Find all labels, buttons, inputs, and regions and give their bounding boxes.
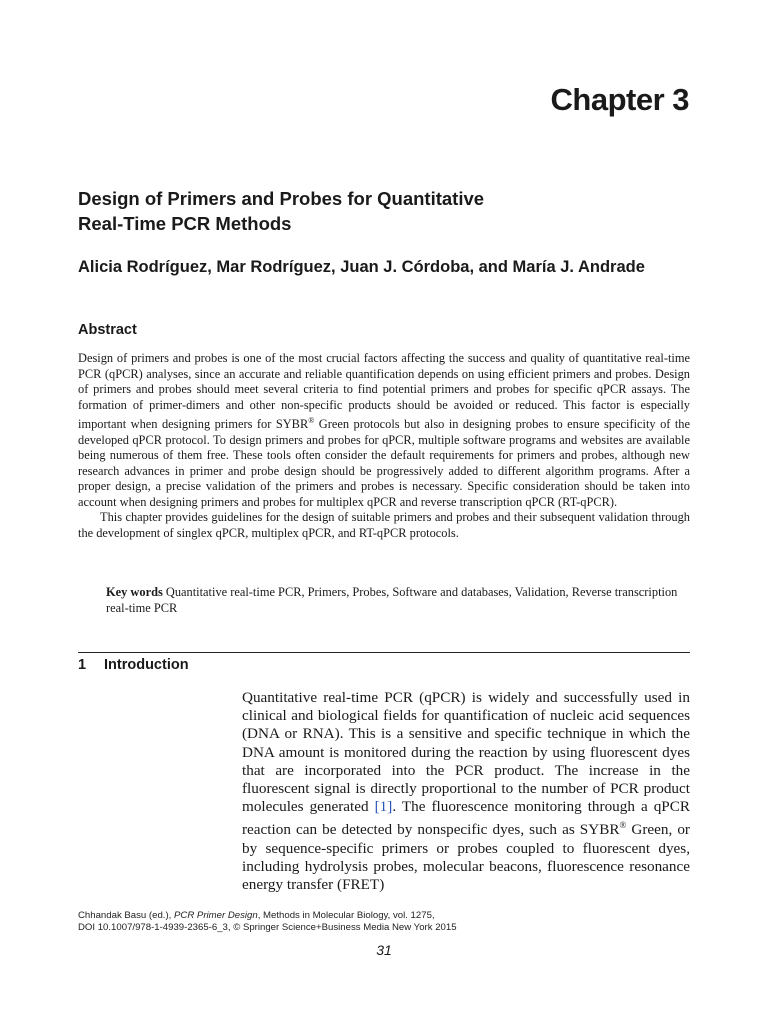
title-line: Real-Time PCR Methods: [78, 213, 292, 234]
abstract-text: Green protocols but also in designing probes to ensure specificity of the developed qPCR protocol. To design primers and probes for qPCR, multiple software programs and websites are available being numerous of them free. These tools often consider the default requirements for primers and probes, although new research advances in primer and probe design should be progressively added to different algorithm programs. After a proper design, a precise validation of the primers and probes is necessary. Specific consideration should be taken into account when designing primers and probes for multiplex qPCR and reverse transcription qPCR (RT-qPCR).: [78, 417, 690, 509]
abstract-heading: Abstract: [78, 322, 137, 338]
abstract-body: [78, 351, 690, 541]
intro-text: . The fluorescence monitoring through a qPCR reaction can be detected by nonspecific dyes, such as SYBR: [242, 798, 690, 839]
intro-paragraph: [242, 689, 690, 894]
section-number: 1: [78, 657, 87, 673]
registered-mark: ®: [308, 416, 315, 425]
section-divider: [78, 652, 690, 653]
page-number: 31: [376, 942, 392, 958]
footer-line: [78, 910, 698, 922]
intro-text: Green, or by sequence-specific primers or probes coupled to fluorescent dyes, including hydrolysis probes, molecular beacons, fluorescence resonance energy transfer (FRET): [242, 821, 690, 894]
registered-mark: ®: [619, 820, 627, 831]
abstract-text: Design of primers and probes is one of the most crucial factors affecting the success and quality of quantitative real-time PCR (qPCR) analyses, since an accurate and reliable quantification depends on using efficient primers and probes. Design of primers and probes should meet several criteria to find potential primers and probes for specific qPCR assays. The formation of primer-dimers and other non-specific products should be avoided or reduced. This factor is especially important when designing primers for SYBR: [78, 351, 690, 432]
citation-link[interactable]: [1]: [374, 798, 393, 816]
citation-footer: [78, 910, 698, 934]
footer-line: DOI 10.1007/978-1-4939-2365-6_3, © Springer Science+Business Media New York 2015: [78, 922, 457, 933]
intro-text: Quantitative real-time PCR (qPCR) is widely and successfully used in clinical and biological fields for quantification of nucleic acid sequences (DNA or RNA). This is a sensitive and specific technique in which the DNA amount is monitored during the reaction by using fluorescent dyes that are incorporated into the PCR product. The increase in the fluorescent signal is directly proportional to the number of PCR product molecules generated: [242, 689, 690, 816]
keywords-label: Key words: [106, 585, 163, 599]
section-heading: [78, 657, 189, 673]
abstract-paragraph: [78, 351, 690, 510]
author-list: Alicia Rodríguez, Mar Rodríguez, Juan J. Córdoba, and María J. Andrade: [78, 258, 645, 276]
chapter-title: [78, 186, 638, 236]
footer-text: Chhandak Basu (ed.),: [78, 910, 174, 921]
chapter-label: Chapter 3: [550, 82, 689, 117]
title-line: Design of Primers and Probes for Quantitative: [78, 188, 485, 209]
abstract-paragraph: This chapter provides guidelines for the design of suitable primers and probes and their subsequent validation through the development of singlex qPCR, multiplex qPCR, and RT-qPCR protocols.: [78, 510, 690, 540]
keywords-text: Quantitative real-time PCR, Primers, Probes, Software and databases, Validation, Reverse transcription real-time PCR: [106, 585, 678, 615]
section-title: Introduction: [104, 657, 189, 673]
footer-text: , Methods in Molecular Biology, vol. 1275,: [257, 910, 435, 921]
keywords: [106, 585, 690, 616]
book-title: PCR Primer Design: [174, 910, 258, 921]
